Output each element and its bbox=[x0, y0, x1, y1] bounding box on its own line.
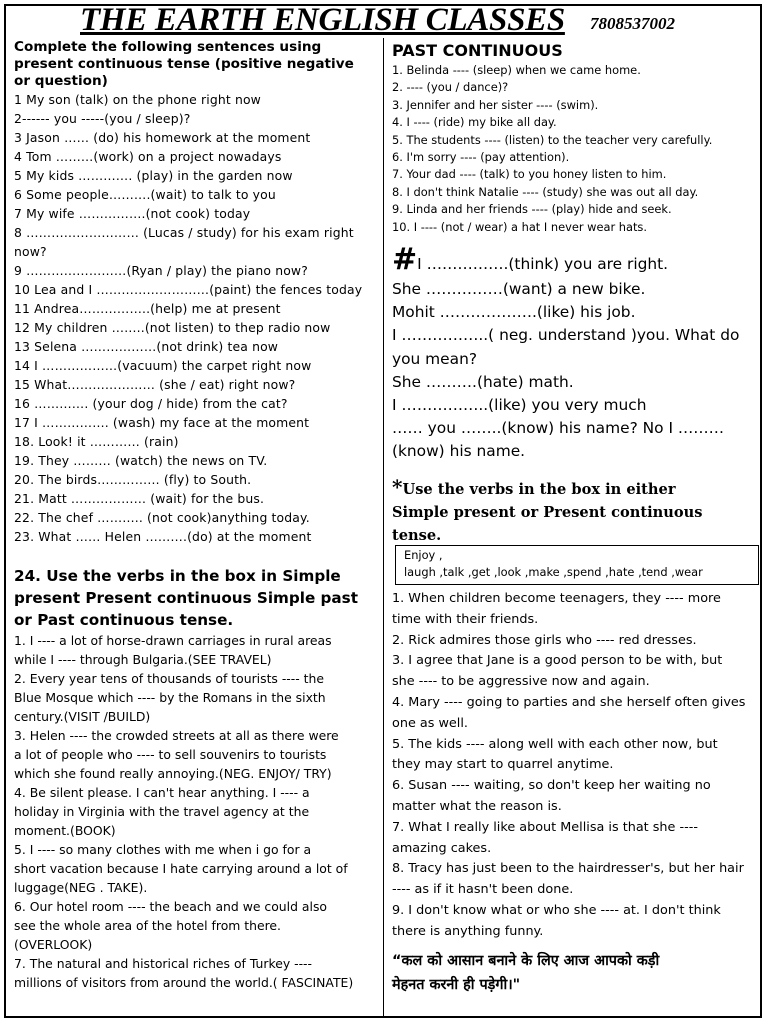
exercise-heading-line: tense. bbox=[392, 527, 442, 544]
quote-line: “कल को आसान बनाने के लिए आज आपको कड़ी bbox=[392, 952, 660, 969]
exercise-line: 2. Every year tens of thousands of tourists ---- the bbox=[14, 671, 324, 686]
exercise-heading-text: Use the verbs in the box in either bbox=[402, 481, 676, 498]
exercise-instruction-line: present continuous tense (positive negative bbox=[14, 56, 354, 72]
verb-box-sentences bbox=[392, 589, 745, 997]
exercise-line: 4 Tom ………(work) on a project nowadays bbox=[14, 149, 282, 164]
exercise-line: 9. Linda and her friends ---- (play) hide and seek. bbox=[392, 202, 672, 217]
exercise-line: 2. Rick admires those girls who ---- red dresses. bbox=[392, 632, 697, 648]
exercise-line: 23. What …… Helen ……….(do) at the moment bbox=[14, 529, 312, 544]
exercise-line: 18. Look! it ………… (rain) bbox=[14, 434, 179, 449]
exercise-heading-line: Simple present or Present continuous bbox=[392, 504, 703, 521]
hash-marker: # bbox=[392, 242, 418, 277]
exercise-line: they may start to quarrel anytime. bbox=[392, 757, 614, 773]
exercise-line: century.(VISIT /BUILD) bbox=[14, 709, 151, 724]
exercise-line: She ……………(want) a new bike. bbox=[392, 280, 646, 298]
exercise-line bbox=[392, 242, 739, 278]
exercise-line: ---- as if it hasn't been done. bbox=[392, 882, 574, 898]
exercise-line: 7. What I really like about Mellisa is that she ---- bbox=[392, 819, 698, 835]
page-title: THE EARTH ENGLISH CLASSES bbox=[80, 2, 565, 38]
star-marker: * bbox=[392, 475, 403, 499]
quote-line: मेहनत करनी ही पड़ेगी।" bbox=[392, 976, 521, 993]
exercise-lines bbox=[392, 62, 712, 236]
past-continuous-heading: PAST CONTINUOUS bbox=[392, 41, 563, 60]
exercise-line: 12 My children ……..(not listen) to thep radio now bbox=[14, 320, 331, 335]
exercise-line: while I ---- through Bulgaria.(SEE TRAVEL) bbox=[14, 652, 272, 667]
exercise-line: 8. Tracy has just been to the hairdresser's, but her hair bbox=[392, 861, 744, 877]
exercise-line: 15 What………………… (she / eat) right now? bbox=[14, 377, 296, 392]
exercise-line: 10 Lea and I ………………………(paint) the fences today bbox=[14, 282, 363, 297]
exercise-line: 3. Jennifer and her sister ---- (swim). bbox=[392, 97, 599, 112]
simple-vs-continuous-exercise bbox=[392, 242, 740, 464]
exercise-line: 8. I don't think Natalie ---- (study) she was out all day. bbox=[392, 184, 699, 199]
exercise-line: one as well. bbox=[392, 715, 468, 731]
exercise-line: short vacation because I hate carrying around a lot of bbox=[14, 861, 348, 876]
exercise-line: She ……….(hate) math. bbox=[392, 372, 574, 391]
exercise-line: I ……………..( neg. understand )you. What do bbox=[392, 326, 740, 345]
exercise-heading-line: or Past continuous tense. bbox=[14, 611, 234, 629]
exercise-line: 6. I'm sorry ---- (pay attention). bbox=[392, 150, 570, 165]
exercise-line: 2. ---- (you / dance)? bbox=[392, 80, 509, 95]
exercise-line: 5. The students ---- (listen) to the teacher very carefully. bbox=[392, 132, 713, 147]
exercise-line: 13 Selena ………………(not drink) tea now bbox=[14, 339, 279, 354]
exercise-line: 6. Susan ---- waiting, so don't keep her waiting no bbox=[392, 778, 711, 794]
exercise-line: amazing cakes. bbox=[392, 840, 492, 856]
exercise-line: 7 My wife …………….(not cook) today bbox=[14, 206, 251, 221]
exercise-lines bbox=[14, 631, 358, 992]
exercise-line: luggage(NEG . TAKE). bbox=[14, 880, 148, 895]
verb-box-line: laugh ,talk ,get ,look ,make ,spend ,hate ,tend ,wear bbox=[404, 565, 703, 579]
exercise-line: now? bbox=[14, 244, 47, 259]
exercise-line: millions of visitors from around the world.( FASCINATE) bbox=[14, 975, 354, 990]
exercise-line: 1. When children become teenagers, they ---- more bbox=[392, 591, 721, 606]
exercise-line: 11 Andrea……………..(help) me at present bbox=[14, 301, 281, 316]
exercise-lines bbox=[392, 589, 745, 943]
exercise-instruction-line: Complete the following sentences using bbox=[14, 39, 322, 55]
exercise-line: 5. I ---- so many clothes with me when i go for a bbox=[14, 842, 312, 857]
exercise-line-text: I …………….(think) you are right. bbox=[417, 255, 669, 273]
exercise-line: I ……………..(like) you very much bbox=[392, 396, 647, 415]
verb-box bbox=[395, 545, 759, 585]
exercise-line: 1. Belinda ---- (sleep) when we came home. bbox=[392, 63, 641, 77]
exercise-line: 3. Helen ---- the crowded streets at all as there were bbox=[14, 728, 339, 743]
exercise-line: 7. The natural and historical riches of Turkey ---- bbox=[14, 956, 312, 971]
exercise-line: …… you ……..(know) his name? No I ……… bbox=[392, 419, 725, 438]
exercise-lines bbox=[14, 90, 362, 546]
exercise-line: 17 I ……………. (wash) my face at the moment bbox=[14, 415, 310, 430]
exercise-line: 21. Matt ……………… (wait) for the bus. bbox=[14, 491, 265, 506]
exercise-line: 4. Be silent please. I can't hear anything. I ---- a bbox=[14, 785, 310, 800]
exercise-line: Mohit ……………….(like) his job. bbox=[392, 303, 636, 322]
exercise-line: 3. I agree that Jane is a good person to be with, but bbox=[392, 653, 723, 669]
exercise-line: 8 ……………………… (Lucas / study) for his exam right bbox=[14, 225, 354, 240]
exercise-line: she ---- to be aggressive now and again. bbox=[392, 674, 650, 690]
exercise-line: Blue Mosque which ---- by the Romans in the sixth bbox=[14, 690, 326, 705]
exercise-line: 14 I ………………(vacuum) the carpet right now bbox=[14, 358, 312, 373]
exercise-line: there is anything funny. bbox=[392, 923, 544, 939]
exercise-line: a lot of people who ---- to sell souvenirs to tourists bbox=[14, 747, 327, 762]
exercise-heading-line: present Present continuous Simple past bbox=[14, 589, 358, 607]
exercise-heading-line bbox=[392, 476, 702, 501]
phone-number: 7808537002 bbox=[590, 14, 675, 33]
exercise-line: 10. I ---- (not / wear) a hat I never wear hats. bbox=[392, 219, 647, 234]
exercise-line: 16 …………. (your dog / hide) from the cat? bbox=[14, 396, 288, 411]
column-divider bbox=[383, 38, 384, 1018]
exercise-line: holiday in Virginia with the travel agency at the bbox=[14, 804, 310, 819]
exercise-line: 4. I ---- (ride) my bike all day. bbox=[392, 115, 557, 130]
exercise-line: 2------ you -----(you / sleep)? bbox=[14, 111, 191, 126]
exercise-line: 7. Your dad ---- (talk) to you honey listen to him. bbox=[392, 167, 667, 182]
present-continuous-exercise bbox=[14, 39, 362, 546]
verb-box-line: Enjoy , bbox=[404, 548, 443, 562]
exercise-instruction-line: or question) bbox=[14, 73, 108, 89]
exercise-line: 6 Some people……….(wait) to talk to you bbox=[14, 187, 276, 202]
exercise-line: 20. The birds…………… (fly) to South. bbox=[14, 472, 252, 487]
exercise-line: 4. Mary ---- going to parties and she herself often gives bbox=[392, 694, 746, 710]
exercise-line: 5 My kids …………. (play) in the garden now bbox=[14, 168, 293, 183]
exercise-line: (know) his name. bbox=[392, 442, 526, 461]
exercise-lines bbox=[392, 278, 739, 464]
exercise-line: you mean? bbox=[392, 349, 477, 368]
exercise-line: which she found really annoying.(NEG. ENJOY/ TRY) bbox=[14, 766, 332, 781]
exercise-line: 9 ……………………(Ryan / play) the piano now? bbox=[14, 263, 308, 278]
exercise-line: 5. The kids ---- along well with each other now, but bbox=[392, 736, 718, 752]
exercise-line: 6. Our hotel room ---- the beach and we could also bbox=[14, 899, 327, 914]
exercise-line: 1 My son (talk) on the phone right now bbox=[14, 92, 261, 107]
exercise-line: moment.(BOOK) bbox=[14, 823, 116, 838]
exercise-line: (OVERLOOK) bbox=[14, 937, 93, 952]
mixed-tense-exercise bbox=[14, 565, 358, 992]
exercise-line: matter what the reason is. bbox=[392, 798, 562, 814]
exercise-line: time with their friends. bbox=[392, 611, 539, 627]
exercise-line: 19. They ……… (watch) the news on TV. bbox=[14, 453, 268, 468]
past-continuous-exercise bbox=[392, 40, 712, 236]
exercise-line: 3 Jason …… (do) his homework at the moment bbox=[14, 130, 311, 145]
motivational-quote bbox=[392, 949, 745, 997]
verb-box-exercise bbox=[392, 476, 702, 547]
exercise-heading-line: 24. Use the verbs in the box in Simple bbox=[14, 567, 341, 585]
exercise-line: 22. The chef ……….. (not cook)anything today. bbox=[14, 510, 310, 525]
exercise-line: 1. I ---- a lot of horse-drawn carriages in rural areas bbox=[14, 633, 332, 648]
exercise-line: 9. I don't know what or who she ---- at. I don't think bbox=[392, 902, 721, 918]
exercise-line: see the whole area of the hotel from there. bbox=[14, 918, 281, 933]
